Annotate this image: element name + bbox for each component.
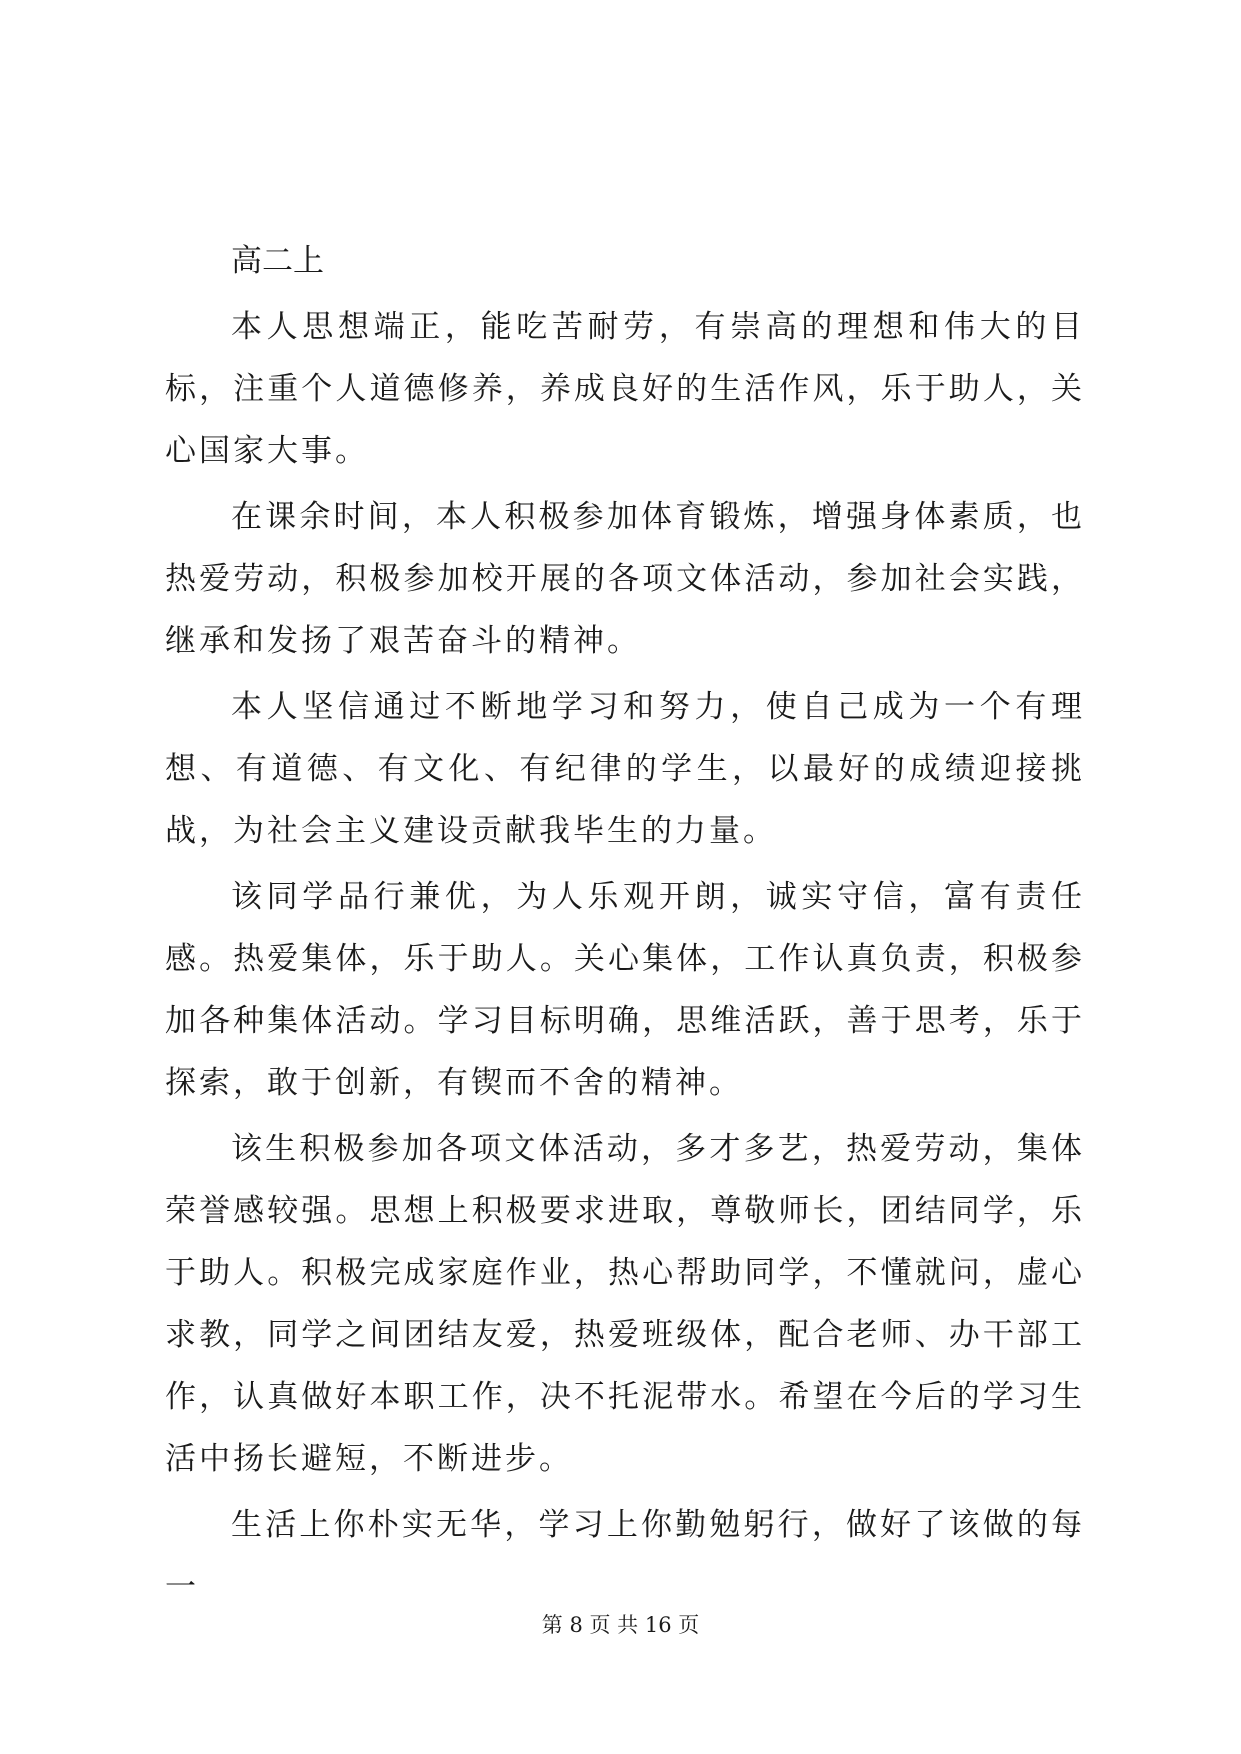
paragraph-3: 本人坚信通过不断地学习和努力，使自己成为一个有理想、有道德、有文化、有纪律的学生，以最好的成绩迎接挑战，为社会主义建设贡献我毕生的力量。 <box>165 689 1085 849</box>
page-number-footer: 第 8 页 共 16 页 <box>541 1613 700 1637</box>
document-body <box>165 230 1085 1618</box>
paragraph-6: 生活上你朴实无华，学习上你勤勉躬行，做好了该做的每一 <box>165 1507 1085 1605</box>
paragraph-4: 该同学品行兼优，为人乐观开朗，诚实守信，富有责任感。热爱集体，乐于助人。关心集体，工作认真负责，积极参加各种集体活动。学习目标明确，思维活跃，善于思考，乐于探索，敢于创新，有锲而不舍的精神。 <box>165 879 1085 1101</box>
paragraph-5: 该生积极参加各项文体活动，多才多艺，热爱劳动，集体荣誉感较强。思想上积极要求进取，尊敬师长，团结同学，乐于助人。积极完成家庭作业，热心帮助同学，不懂就问，虚心求教，同学之间团结友爱，热爱班级体，配合老师、办干部工作，认真做好本职工作，决不托泥带水。希望在今后的学习生活中扬长避短，不断进步。 <box>165 1131 1085 1477</box>
paragraph-2: 在课余时间，本人积极参加体育锻炼，增强身体素质，也热爱劳动，积极参加校开展的各项文体活动，参加社会实践，继承和发扬了艰苦奋斗的精神。 <box>165 499 1085 659</box>
paragraph-1: 本人思想端正，能吃苦耐劳，有崇高的理想和伟大的目标，注重个人道德修养，养成良好的生活作风，乐于助人，关心国家大事。 <box>165 309 1085 469</box>
section-heading: 高二上 <box>231 243 324 279</box>
